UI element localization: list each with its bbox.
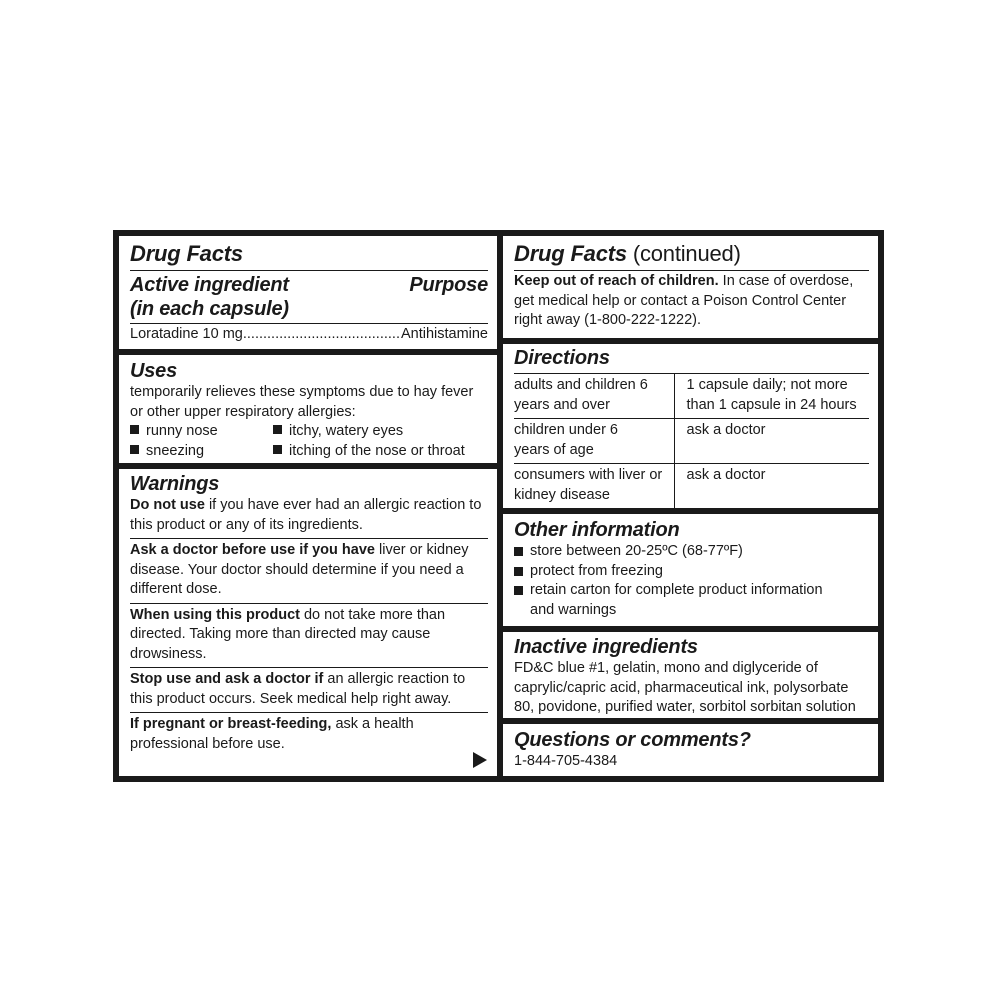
square-bullet-icon <box>273 425 282 434</box>
warning-item: Do not use if you have ever had an allergic reaction to this product or any of its ingredients. <box>130 497 482 533</box>
uses-item: itchy, watery eyes <box>273 422 488 442</box>
uses-box <box>119 355 497 463</box>
ingredient-row <box>130 325 488 345</box>
questions-phone: 1-844-705-4384 <box>514 753 618 769</box>
warning-item: Ask a doctor before use if you have liver or kidney disease. Your doctor should determine if you need a different dose. <box>130 542 469 597</box>
square-bullet-icon <box>273 445 282 454</box>
active-ingredient-heading: Active ingredient <box>130 274 289 296</box>
directions-box <box>503 344 878 508</box>
directions-who: adults and children 6 years and over <box>514 374 674 419</box>
square-bullet-icon <box>514 547 523 556</box>
table-row <box>514 464 869 509</box>
square-bullet-icon <box>514 567 523 576</box>
square-bullet-icon <box>514 586 523 595</box>
list-item: store between 20-25ºC (68-77ºF) <box>514 542 869 562</box>
directions-dose: ask a doctor <box>674 464 869 509</box>
active-ingredient-box <box>119 236 497 349</box>
other-info-box <box>503 514 878 626</box>
ingredient-name: Loratadine 10 mg <box>130 326 243 342</box>
square-bullet-icon <box>130 425 139 434</box>
directions-dose: ask a doctor <box>674 419 869 464</box>
directions-dose: 1 capsule daily; not more than 1 capsule in 24 hours <box>674 374 869 419</box>
directions-table <box>514 373 869 508</box>
right-triangle-icon <box>473 752 487 768</box>
table-row <box>514 374 869 419</box>
leader-dots <box>243 325 401 345</box>
uses-item: runny nose <box>130 422 273 442</box>
inactive-ingredients-heading: Inactive ingredients <box>514 636 698 658</box>
uses-heading: Uses <box>130 360 178 382</box>
questions-box <box>503 724 878 776</box>
directions-who: children under 6 years of age <box>514 419 674 464</box>
keep-out-text: Keep out of reach of children. In case of overdose, get medical help or contact a Poison Control Center right away (1-800-222-1222). <box>514 273 854 328</box>
list-item: retain carton for complete product information and warnings <box>514 581 869 620</box>
list-item: protect from freezing <box>514 562 869 582</box>
drug-facts-continued-title: Drug Facts (continued) <box>514 241 741 266</box>
table-row <box>514 419 869 464</box>
square-bullet-icon <box>130 445 139 454</box>
warnings-heading: Warnings <box>130 473 220 495</box>
directions-who: consumers with liver or kidney disease <box>514 464 674 509</box>
questions-heading: Questions or comments? <box>514 729 751 751</box>
warning-item: When using this product do not take more than directed. Taking more than directed may cause drowsiness. <box>130 606 446 662</box>
inactive-ingredients-box <box>503 632 878 718</box>
directions-heading: Directions <box>514 347 610 369</box>
warning-item: If pregnant or breast-feeding, ask a health professional before use. <box>130 716 414 752</box>
warning-item: Stop use and ask a doctor if an allergic reaction to this product occurs. Seek medical help right away. <box>130 671 466 707</box>
active-ingredient-subheading: (in each capsule) <box>130 298 289 320</box>
uses-list <box>130 422 488 461</box>
uses-item: sneezing <box>130 442 273 462</box>
keep-out-box <box>503 236 878 338</box>
purpose-heading: Purpose <box>409 274 488 296</box>
inactive-ingredients-text: FD&C blue #1, gelatin, mono and diglyceride of caprylic/capric acid, pharmaceutical ink, polysorbate 80, povidone, purified water, sorbitol sorbitan solution <box>514 660 856 715</box>
other-info-heading: Other information <box>514 519 680 541</box>
warnings-box <box>119 469 497 776</box>
ingredient-purpose: Antihistamine <box>400 326 488 342</box>
uses-intro: temporarily relieves these symptoms due to hay fever or other upper respiratory allergies: <box>130 384 474 420</box>
drug-facts-panel <box>113 230 884 782</box>
drug-facts-title: Drug Facts <box>130 241 243 266</box>
uses-item: itching of the nose or throat <box>273 442 488 462</box>
